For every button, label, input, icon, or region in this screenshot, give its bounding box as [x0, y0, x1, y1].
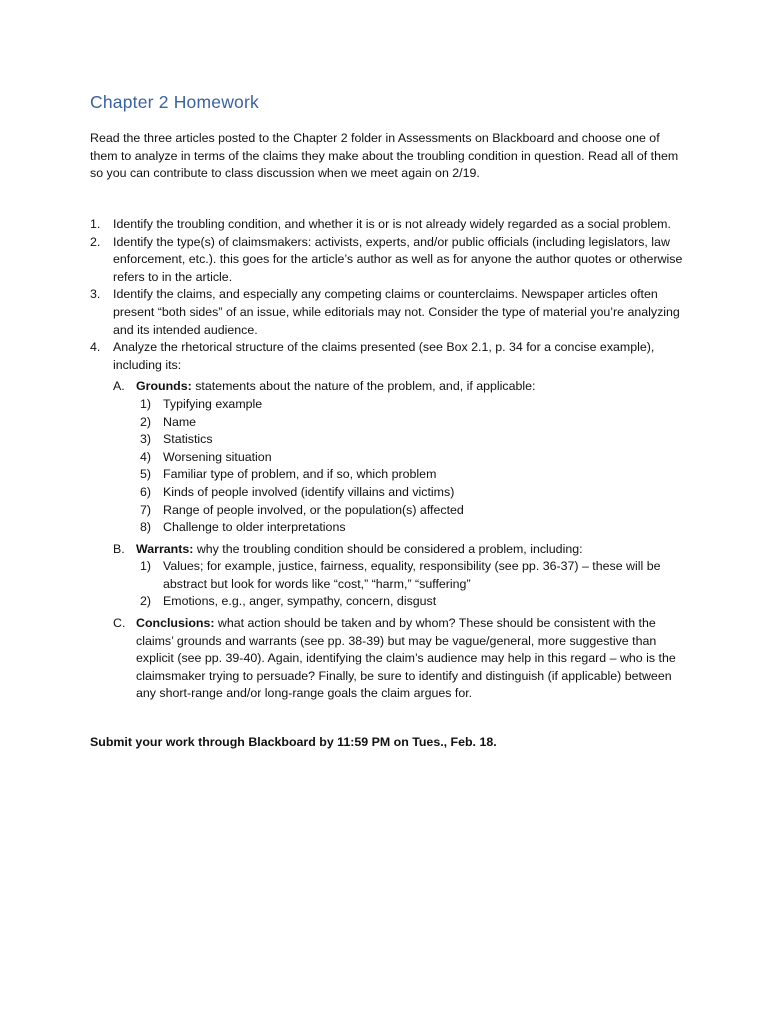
grounds-section [90, 378, 690, 536]
submission-note: Submit your work through Blackboard by 11:59 PM on Tues., Feb. 18. [90, 735, 497, 749]
list-item [90, 502, 690, 520]
list-item-text: Analyze the rhetorical structure of the claims presented (see Box 2.1, p. 34 for a concise example), including its: [113, 340, 655, 372]
warrants-text: why the troubling condition should be considered a problem, including: [193, 541, 583, 556]
list-item [90, 593, 690, 611]
list-marker: B. [113, 541, 125, 556]
list-item [90, 484, 690, 502]
list-marker: A. [113, 379, 125, 394]
list-item-text: Familiar type of problem, and if so, which problem [163, 467, 437, 482]
list-marker: 2) [140, 594, 152, 609]
conclusions-label: Conclusions: [136, 616, 215, 631]
lettered-list [90, 378, 690, 703]
list-marker: 5) [140, 467, 152, 482]
list-marker: 8) [140, 520, 152, 535]
list-marker: 1) [140, 396, 152, 411]
list-marker: 7) [140, 502, 152, 517]
list-item [90, 431, 690, 449]
list-item [90, 558, 690, 593]
list-item-2 [90, 234, 690, 287]
list-item [90, 449, 690, 467]
intro-paragraph: Read the three articles posted to the Chapter 2 folder in Assessments on Blackboard and choose one of them to analyze in terms of the claims they make about the troubling condition in question. Read all of them so you can contribute to class discussion when we meet again on 2/19. [90, 131, 679, 181]
list-item-3 [90, 286, 690, 339]
grounds-text: statements about the nature of the problem, and, if applicable: [191, 379, 536, 394]
grounds-label: Grounds: [136, 379, 192, 394]
list-marker: C. [113, 616, 126, 631]
list-marker: 6) [140, 484, 152, 499]
list-marker: 4. [90, 340, 101, 355]
numbered-list [90, 216, 690, 707]
conclusions-text: what action should be taken and by whom? These should be consistent with the claims’ grounds and warrants (see pp. 38-39) but may be vague/general, more suggestive than explicit (see pp. 39-40). Again, identifying the claim’s audience may help in this regard – who is the claimsmaker trying to persuade? Finally, be sure to identify and distinguish (if applicable) between any short-range and/or long-range goals the claim argues for. [136, 616, 676, 701]
list-item-text: Emotions, e.g., anger, sympathy, concern, disgust [163, 594, 437, 609]
list-item-text: Name [163, 414, 197, 429]
list-item-text: Values; for example, justice, fairness, equality, responsibility (see pp. 36-37) – these will be abstract but look for words like “cost,” “harm,” “suffering” [163, 559, 661, 591]
list-marker: 1. [90, 217, 101, 231]
list-item-1 [90, 216, 690, 234]
page-title: Chapter 2 Homework [90, 92, 259, 112]
list-item-text: Identify the troubling condition, and whether it is or is not already widely regarded as a social problem. [113, 217, 671, 231]
list-marker: 2. [90, 234, 101, 249]
list-item-text: Identify the type(s) of claimsmakers: activists, experts, and/or public officials (including legislators, law enforcement, etc.). this goes for the article’s author as well as for anyone the author quotes or otherwise refers to in the article. [113, 234, 683, 284]
list-item-text: Worsening situation [163, 449, 272, 464]
list-item-text: Range of people involved, or the population(s) affected [163, 502, 464, 517]
list-item-text: Typifying example [163, 396, 263, 411]
list-item [90, 519, 690, 537]
list-item [90, 466, 690, 484]
warrants-label: Warrants: [136, 541, 194, 556]
warrants-sublist [90, 558, 690, 611]
list-item-text: Statistics [163, 432, 213, 447]
list-item-text: Kinds of people involved (identify villains and victims) [163, 484, 455, 499]
list-marker: 3. [90, 287, 101, 302]
list-marker: 4) [140, 449, 152, 464]
list-item-text: Challenge to older interpretations [163, 520, 346, 535]
list-marker: 2) [140, 414, 152, 429]
list-item [90, 414, 690, 432]
grounds-sublist [90, 396, 690, 537]
list-marker: 1) [140, 559, 152, 574]
list-item-text: Identify the claims, and especially any competing claims or counterclaims. Newspaper articles often present “both sides” of an issue, while editorials may not. Consider the type of material you’re analyzing and its intended audience. [113, 287, 680, 337]
conclusions-section [90, 615, 690, 703]
list-item [90, 396, 690, 414]
warrants-section [90, 541, 690, 611]
list-item-4 [90, 339, 690, 374]
list-marker: 3) [140, 432, 152, 447]
